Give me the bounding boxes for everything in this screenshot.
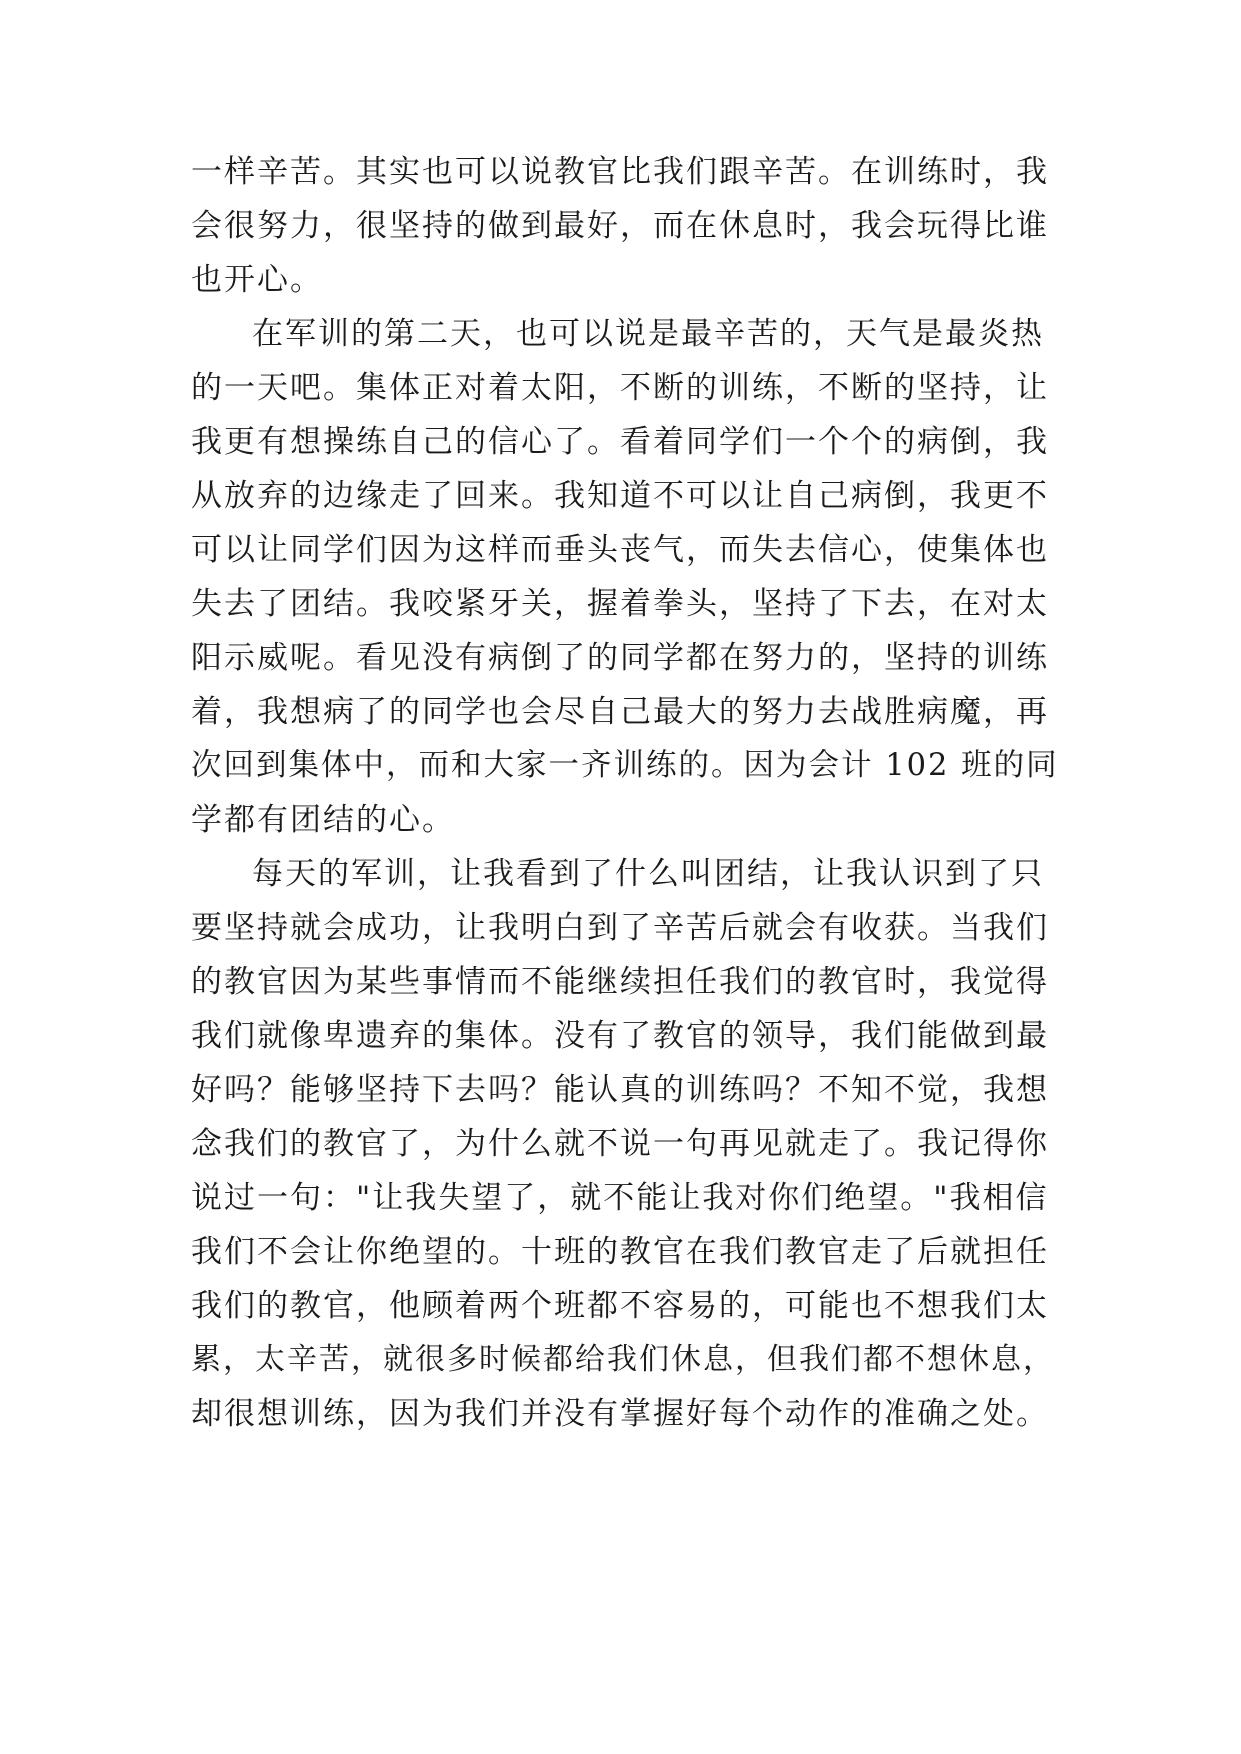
- text-line: 会很努力，很坚持的做到最好，而在休息时，我会玩得比谁: [191, 208, 1049, 244]
- text-line: 可以让同学们因为这样而垂头丧气，而失去信心，使集体也: [191, 532, 1049, 568]
- text-line: 我更有想操练自己的信心了。看着同学们一个个的病倒，我: [191, 424, 1049, 460]
- text-line: 学都有团结的心。: [191, 802, 455, 838]
- text-line: 累，太辛苦，就很多时候都给我们休息，但我们都不想休息，: [191, 1342, 1055, 1377]
- text-line: 一样辛苦。其实也可以说教官比我们跟辛苦。在训练时，我: [191, 154, 1049, 190]
- text-line: 我们就像卑遗弃的集体。没有了教官的领导，我们能做到最: [191, 1018, 1049, 1054]
- text-line: 说过一句："让我失望了，就不能让我对你们绝望。"我相信: [191, 1180, 1049, 1216]
- text-line: 的教官因为某些事情而不能继续担任我们的教官时，我觉得: [191, 964, 1049, 1000]
- text-line: 好吗？能够坚持下去吗？能认真的训练吗？不知不觉，我想: [191, 1072, 1049, 1108]
- paragraph-start-line: 每天的军训，让我看到了什么叫团结，让我认识到了只: [252, 856, 1044, 892]
- text-line: 却很想训练，因为我们并没有掌握好每个动作的准确之处。: [191, 1396, 1049, 1432]
- text-line: 我们的教官，他顾着两个班都不容易的，可能也不想我们太: [191, 1288, 1049, 1324]
- text-line: 我们不会让你绝望的。十班的教官在我们教官走了后就担任: [191, 1234, 1049, 1270]
- text-line: 的一天吧。集体正对着太阳，不断的训练，不断的坚持，让: [191, 370, 1049, 406]
- paragraph-start-line: 在军训的第二天，也可以说是最辛苦的，天气是最炎热: [252, 316, 1044, 352]
- text-line: 从放弃的边缘走了回来。我知道不可以让自己病倒，我更不: [191, 478, 1049, 514]
- text-line: 念我们的教官了，为什么就不说一句再见就走了。我记得你: [191, 1126, 1049, 1162]
- text-line: 着，我想病了的同学也会尽自己最大的努力去战胜病魔，再: [191, 694, 1049, 730]
- text-line: 失去了团结。我咬紧牙关，握着拳头，坚持了下去，在对太: [191, 586, 1049, 622]
- text-line: 阳示威呢。看见没有病倒了的同学都在努力的，坚持的训练: [191, 640, 1049, 676]
- text-line: 要坚持就会成功，让我明白到了辛苦后就会有收获。当我们: [191, 910, 1049, 946]
- text-line: 也开心。: [191, 262, 323, 298]
- text-line: 次回到集体中，而和大家一齐训练的。因为会计 102 班的同: [191, 748, 1059, 783]
